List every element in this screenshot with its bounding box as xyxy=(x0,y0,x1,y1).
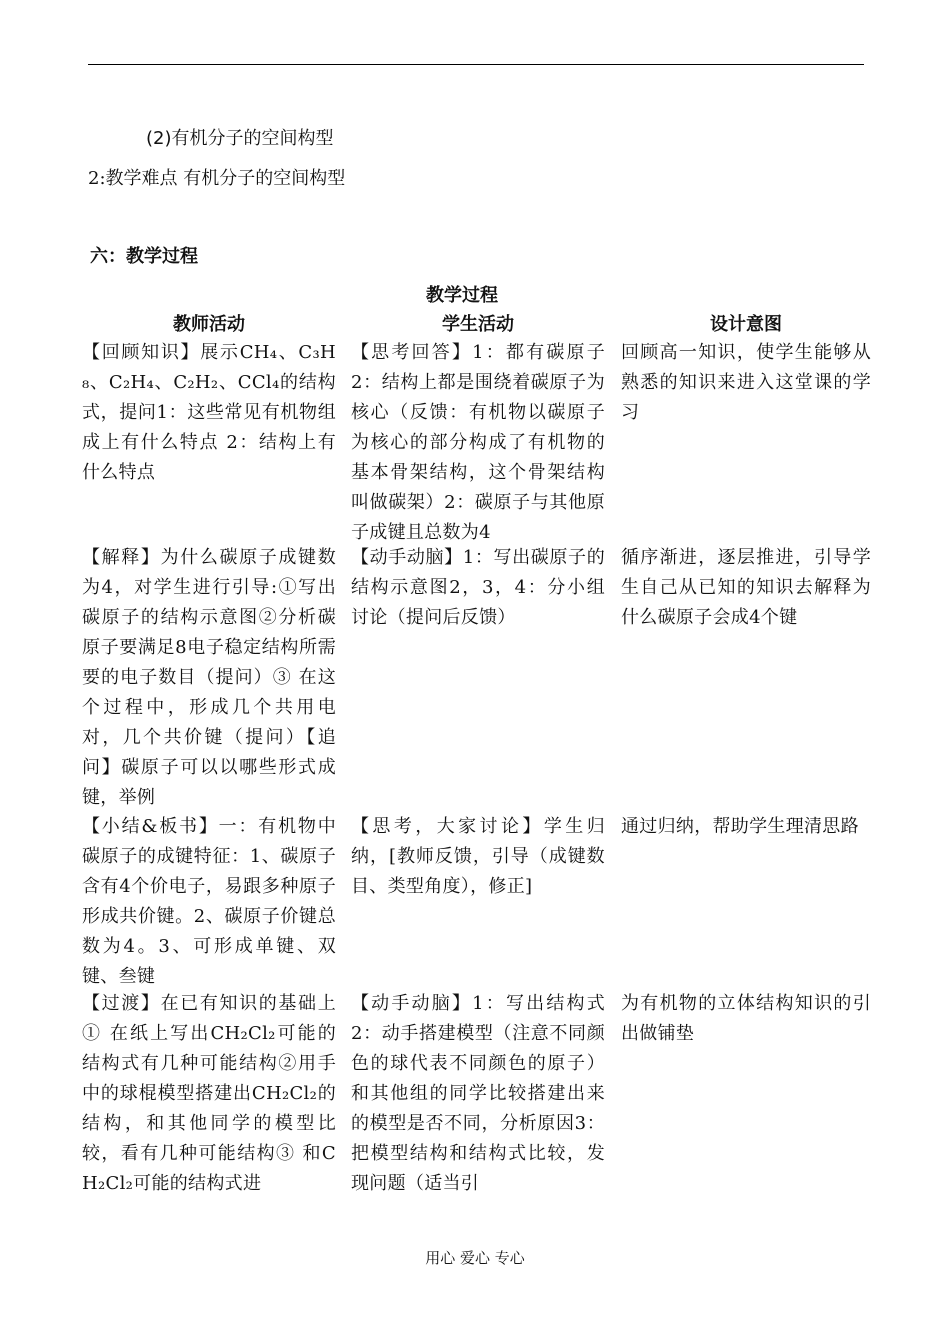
header-teacher: 教师活动 xyxy=(173,314,245,335)
row-2-teacher-cell: 【解释】为什么碳原子成键数为4，对学生进行引导:①写出碳原子的结构示意图②分析碳原子要满足8电子稳定结构所需要的电子数目（提问）③ 在这个过程中，形成几个共用电对，几个共价键（提问）【追问】碳原子可以以哪些形式成键，举例 xyxy=(82,547,336,808)
header-student: 学生活动 xyxy=(442,314,514,335)
row-3-teacher-cell: 【小结&板书】一：有机物中碳原子的成键特征：1、碳原子含有4个价电子，易跟多种原子形成共价键。2、碳原子价键总数为4。3、可形成单键、双键、叁键 xyxy=(82,816,336,987)
row-1-intent-cell: 回顾高一知识，使学生能够从熟悉的知识来进入这堂课的学习 xyxy=(621,342,871,423)
row-3-intent-cell: 通过归纳，帮助学生理清思路 xyxy=(621,816,859,837)
row-4-teacher-cell: 【过渡】在已有知识的基础上① 在纸上写出CH₂Cl₂可能的结构式有几种可能结构②用手中的球棍模型搭建出CH₂Cl₂的结构，和其他同学的模型比较，看有几种可能结构③ 和CH₂Cl₂可能的结构式进 xyxy=(82,993,336,1194)
row-4-intent-cell: 为有机物的立体结构知识的引出做铺垫 xyxy=(621,993,871,1044)
row-2-intent-cell: 循序渐进，逐层推进，引导学生自己从已知的知识去解释为什么碳原子会成4个键 xyxy=(621,547,871,628)
row-4-student-cell: 【动手动脑】1：写出结构式2：动手搭建模型（注意不同颜色的球代表不同颜色的原子）和其他组的同学比较搭建出来的模型是否不同，分析原因3：把模型结构和结构式比较，发现问题（适当引 xyxy=(351,993,605,1194)
table-caption: 教学过程 xyxy=(426,285,498,306)
section-title: 六：教学过程 xyxy=(90,246,198,267)
key-point-item: (2)有机分子的空间构型 xyxy=(146,128,334,149)
page-footer: 用心 爱心 专心 xyxy=(425,1249,525,1267)
header-intent: 设计意图 xyxy=(710,314,782,335)
row-1-student-cell: 【思考回答】1：都有碳原子2：结构上都是围绕着碳原子为核心（反馈：有机物以碳原子为核心的部分构成了有机物的基本骨架结构，这个骨架结构叫做碳架）2：碳原子与其他原子成键且总数为4 xyxy=(351,342,605,543)
header-rule xyxy=(88,64,864,65)
row-1-teacher-cell: 【回顾知识】展示CH₄、C₃H₈、C₂H₄、C₂H₂、CCl₄的结构式，提问1：这些常见有机物组成上有什么特点 2：结构上有什么特点 xyxy=(82,342,336,483)
row-3-student-cell: 【思考，大家讨论】学生归纳，[教师反馈，引导（成键数目、类型角度），修正] xyxy=(351,816,605,897)
difficulty-line: 2:教学难点 有机分子的空间构型 xyxy=(88,168,346,189)
row-2-student-cell: 【动手动脑】1：写出碳原子的结构示意图2，3，4：分小组讨论（提问后反馈） xyxy=(351,547,605,628)
